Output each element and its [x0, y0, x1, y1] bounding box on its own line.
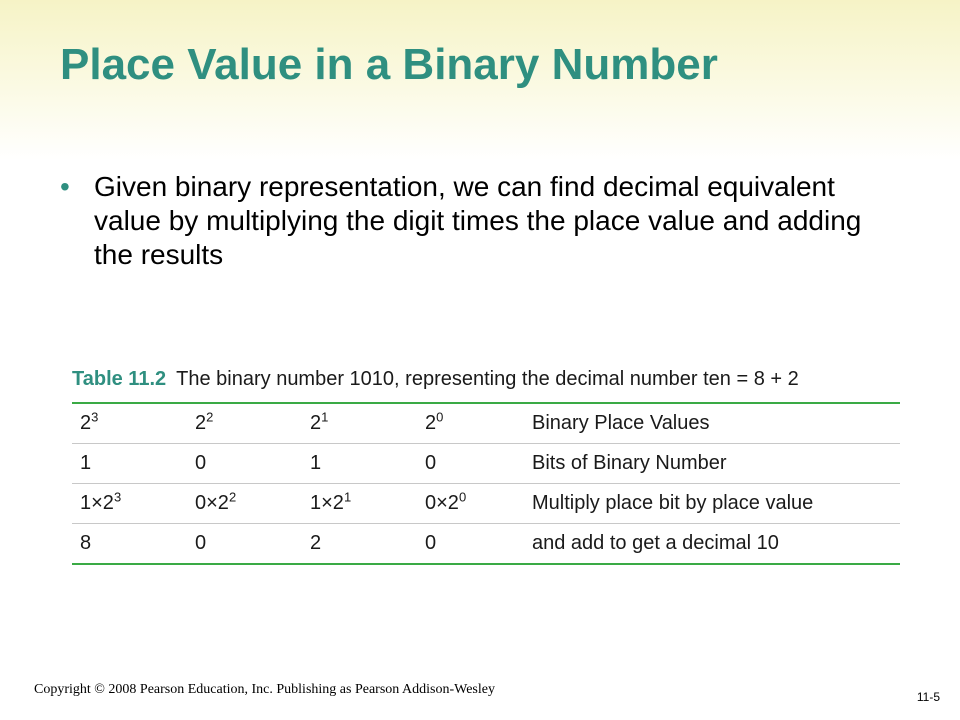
table-caption [72, 368, 900, 402]
bullet-marker: • [60, 171, 70, 202]
table-row-label: Bits of Binary Number [532, 452, 727, 474]
table-cell: 1 [80, 452, 92, 474]
table-cell: 0 [425, 452, 437, 474]
table-row-label: Binary Place Values [532, 412, 710, 434]
page-number: 11-5 [916, 690, 940, 704]
table-row [72, 444, 900, 484]
table-row-label: Multiply place bit by place value [532, 492, 814, 514]
table-cell: 0 [195, 532, 207, 554]
table-cell: $0\times 2^0$ [425, 489, 467, 514]
table-caption-text: The binary number 1010, representing the decimal number ten = 8 + 2 [176, 368, 799, 390]
table-cell: 2 [310, 532, 322, 554]
binary-place-value-table [72, 368, 900, 565]
table-cell: 8 [80, 532, 92, 554]
table-cell: $0\times 2^2$ [195, 489, 237, 514]
table-cell: $1\times 2^3$ [80, 489, 122, 514]
table-cell: 0 [425, 532, 437, 554]
table-row-label: and add to get a decimal 10 [532, 532, 779, 554]
table-cell: 0 [195, 452, 207, 474]
table-cell: $2^1$ [310, 409, 329, 434]
slide-title: Place Value in a Binary Number [60, 40, 718, 89]
table-row [72, 484, 900, 524]
bullet-item [60, 170, 900, 272]
table-row [72, 524, 900, 565]
table-caption-number: Table 11.2 [72, 368, 167, 390]
bullet-text: Given binary representation, we can find decimal equivalent value by multiplying the digit times the place value and adding the results [94, 171, 862, 270]
copyright-footer: Copyright © 2008 Pearson Education, Inc. Publishing as Pearson Addison-Wesley [34, 682, 495, 697]
table-cell: $1\times 2^1$ [310, 489, 352, 514]
table-cell: $2^3$ [80, 409, 99, 434]
table-cell: $2^2$ [195, 409, 214, 434]
table-row [72, 404, 900, 444]
table-cell: $2^0$ [425, 409, 444, 434]
table-cell: 1 [310, 452, 322, 474]
